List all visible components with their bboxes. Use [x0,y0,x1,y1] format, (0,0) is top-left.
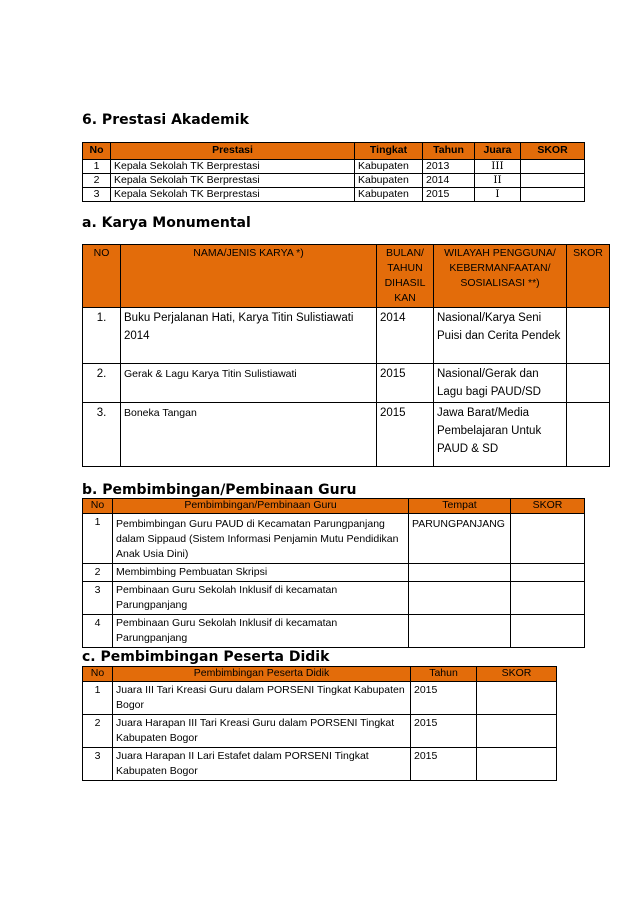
header-juara: Juara [475,143,521,160]
table-header-row [83,499,585,514]
table-row [83,364,610,403]
cell-tahun: 2015 [411,748,477,781]
header-tahun: Tahun [423,143,475,160]
cell-pembimbingan: Pembimbingan Guru PAUD di Kecamatan Parungpanjang dalam Sippaud (Sistem Informasi Penjamin Mutu Pendidikan Anak Usia Dini) [113,514,409,564]
cell-juara: III [475,160,521,174]
cell-no: 3 [83,188,111,202]
table-row [83,582,585,615]
header-skor: SKOR [567,245,610,308]
cell-tahun: 2015 [423,188,475,202]
cell-tingkat: Kabupaten [355,174,423,188]
karya-monumental-table [82,244,610,467]
header-wilayah: WILAYAH PENGGUNA/ KEBERMANFAATAN/ SOSIALISASI **) [434,245,567,308]
cell-tahun: 2015 [411,682,477,715]
header-nama-jenis: NAMA/JENIS KARYA *) [121,245,377,308]
cell-skor [477,748,557,781]
cell-nama: Boneka Tangan [121,403,377,467]
table-header-row [83,245,610,308]
cell-no: 3 [83,582,113,615]
cell-pembimbingan: Pembinaan Guru Sekolah Inklusif di kecamatan Parungpanjang [113,582,409,615]
cell-skor [567,403,610,467]
header-prestasi: Prestasi [111,143,355,160]
header-pembimbingan: Pembimbingan Peserta Didik [113,667,411,682]
cell-wilayah: Nasional/Karya Seni Puisi dan Cerita Pendek [434,308,567,364]
cell-skor [511,564,585,582]
cell-skor [521,174,585,188]
cell-no: 2 [83,174,111,188]
pembinaan-guru-table [82,498,585,648]
table-row [83,715,557,748]
table-row [83,564,585,582]
table-row [83,160,585,174]
section-c-title: c. Pembimbingan Peserta Didik [82,649,330,665]
cell-skor [511,582,585,615]
cell-skor [567,308,610,364]
cell-prestasi: Kepala Sekolah TK Berprestasi [111,188,355,202]
header-tempat: Tempat [409,499,511,514]
cell-pembimbingan: Membimbing Pembuatan Skripsi [113,564,409,582]
cell-skor [511,514,585,564]
cell-no: 3. [83,403,121,467]
cell-tempat: PARUNGPANJANG [409,514,511,564]
cell-pembimbingan: Juara Harapan II Lari Estafet dalam PORSENI Tingkat Kabupaten Bogor [113,748,411,781]
cell-skor [477,682,557,715]
cell-tahun: 2015 [377,403,434,467]
header-tingkat: Tingkat [355,143,423,160]
header-no: No [83,499,113,514]
cell-skor [521,188,585,202]
cell-nama: Gerak & Lagu Karya Titin Sulistiawati [121,364,377,403]
cell-tingkat: Kabupaten [355,160,423,174]
header-skor: SKOR [511,499,585,514]
table-header-row [83,667,557,682]
table-row [83,308,610,364]
cell-no: 2 [83,715,113,748]
cell-no: 2 [83,564,113,582]
header-skor: SKOR [477,667,557,682]
cell-prestasi: Kepala Sekolah TK Berprestasi [111,160,355,174]
cell-skor [567,364,610,403]
cell-tempat [409,582,511,615]
table-row [83,188,585,202]
cell-skor [521,160,585,174]
cell-tempat [409,615,511,648]
section-6-title: 6. Prestasi Akademik [82,112,249,128]
pembimbingan-peserta-didik-table [82,666,557,781]
cell-no: 4 [83,615,113,648]
cell-pembimbingan: Juara Harapan III Tari Kreasi Guru dalam PORSENI Tingkat Kabupaten Bogor [113,715,411,748]
cell-no: 3 [83,748,113,781]
cell-juara: II [475,174,521,188]
section-a-title: a. Karya Monumental [82,215,251,231]
table-row [83,403,610,467]
table-row [83,174,585,188]
header-pembimbingan: Pembimbingan/Pembinaan Guru [113,499,409,514]
cell-tahun: 2014 [423,174,475,188]
cell-pembimbingan: Pembinaan Guru Sekolah Inklusif di kecamatan Parungpanjang [113,615,409,648]
cell-tahun: 2014 [377,308,434,364]
prestasi-akademik-table [82,142,585,202]
header-no: No [83,667,113,682]
cell-no: 2. [83,364,121,403]
cell-pembimbingan: Juara III Tari Kreasi Guru dalam PORSENI Tingkat Kabupaten Bogor [113,682,411,715]
table-header-row [83,143,585,160]
table-row [83,615,585,648]
cell-no: 1. [83,308,121,364]
header-no: No [83,143,111,160]
cell-no: 1 [83,682,113,715]
cell-no: 1 [83,514,113,564]
cell-prestasi: Kepala Sekolah TK Berprestasi [111,174,355,188]
table-row [83,748,557,781]
table-row [83,682,557,715]
table-row [83,514,585,564]
cell-skor [477,715,557,748]
section-b-title: b. Pembimbingan/Pembinaan Guru [82,482,357,498]
cell-tahun: 2015 [377,364,434,403]
cell-skor [511,615,585,648]
cell-tahun: 2015 [411,715,477,748]
cell-tahun: 2013 [423,160,475,174]
cell-wilayah: Nasional/Gerak dan Lagu bagi PAUD/SD [434,364,567,403]
cell-tingkat: Kabupaten [355,188,423,202]
cell-wilayah: Jawa Barat/Media Pembelajaran Untuk PAUD & SD [434,403,567,467]
cell-juara: I [475,188,521,202]
header-bulan-tahun: BULAN/ TAHUN DIHASIL KAN [377,245,434,308]
header-skor: SKOR [521,143,585,160]
cell-tempat [409,564,511,582]
cell-nama: Buku Perjalanan Hati, Karya Titin Sulistiawati 2014 [121,308,377,364]
header-tahun: Tahun [411,667,477,682]
cell-no: 1 [83,160,111,174]
header-no: NO [83,245,121,308]
